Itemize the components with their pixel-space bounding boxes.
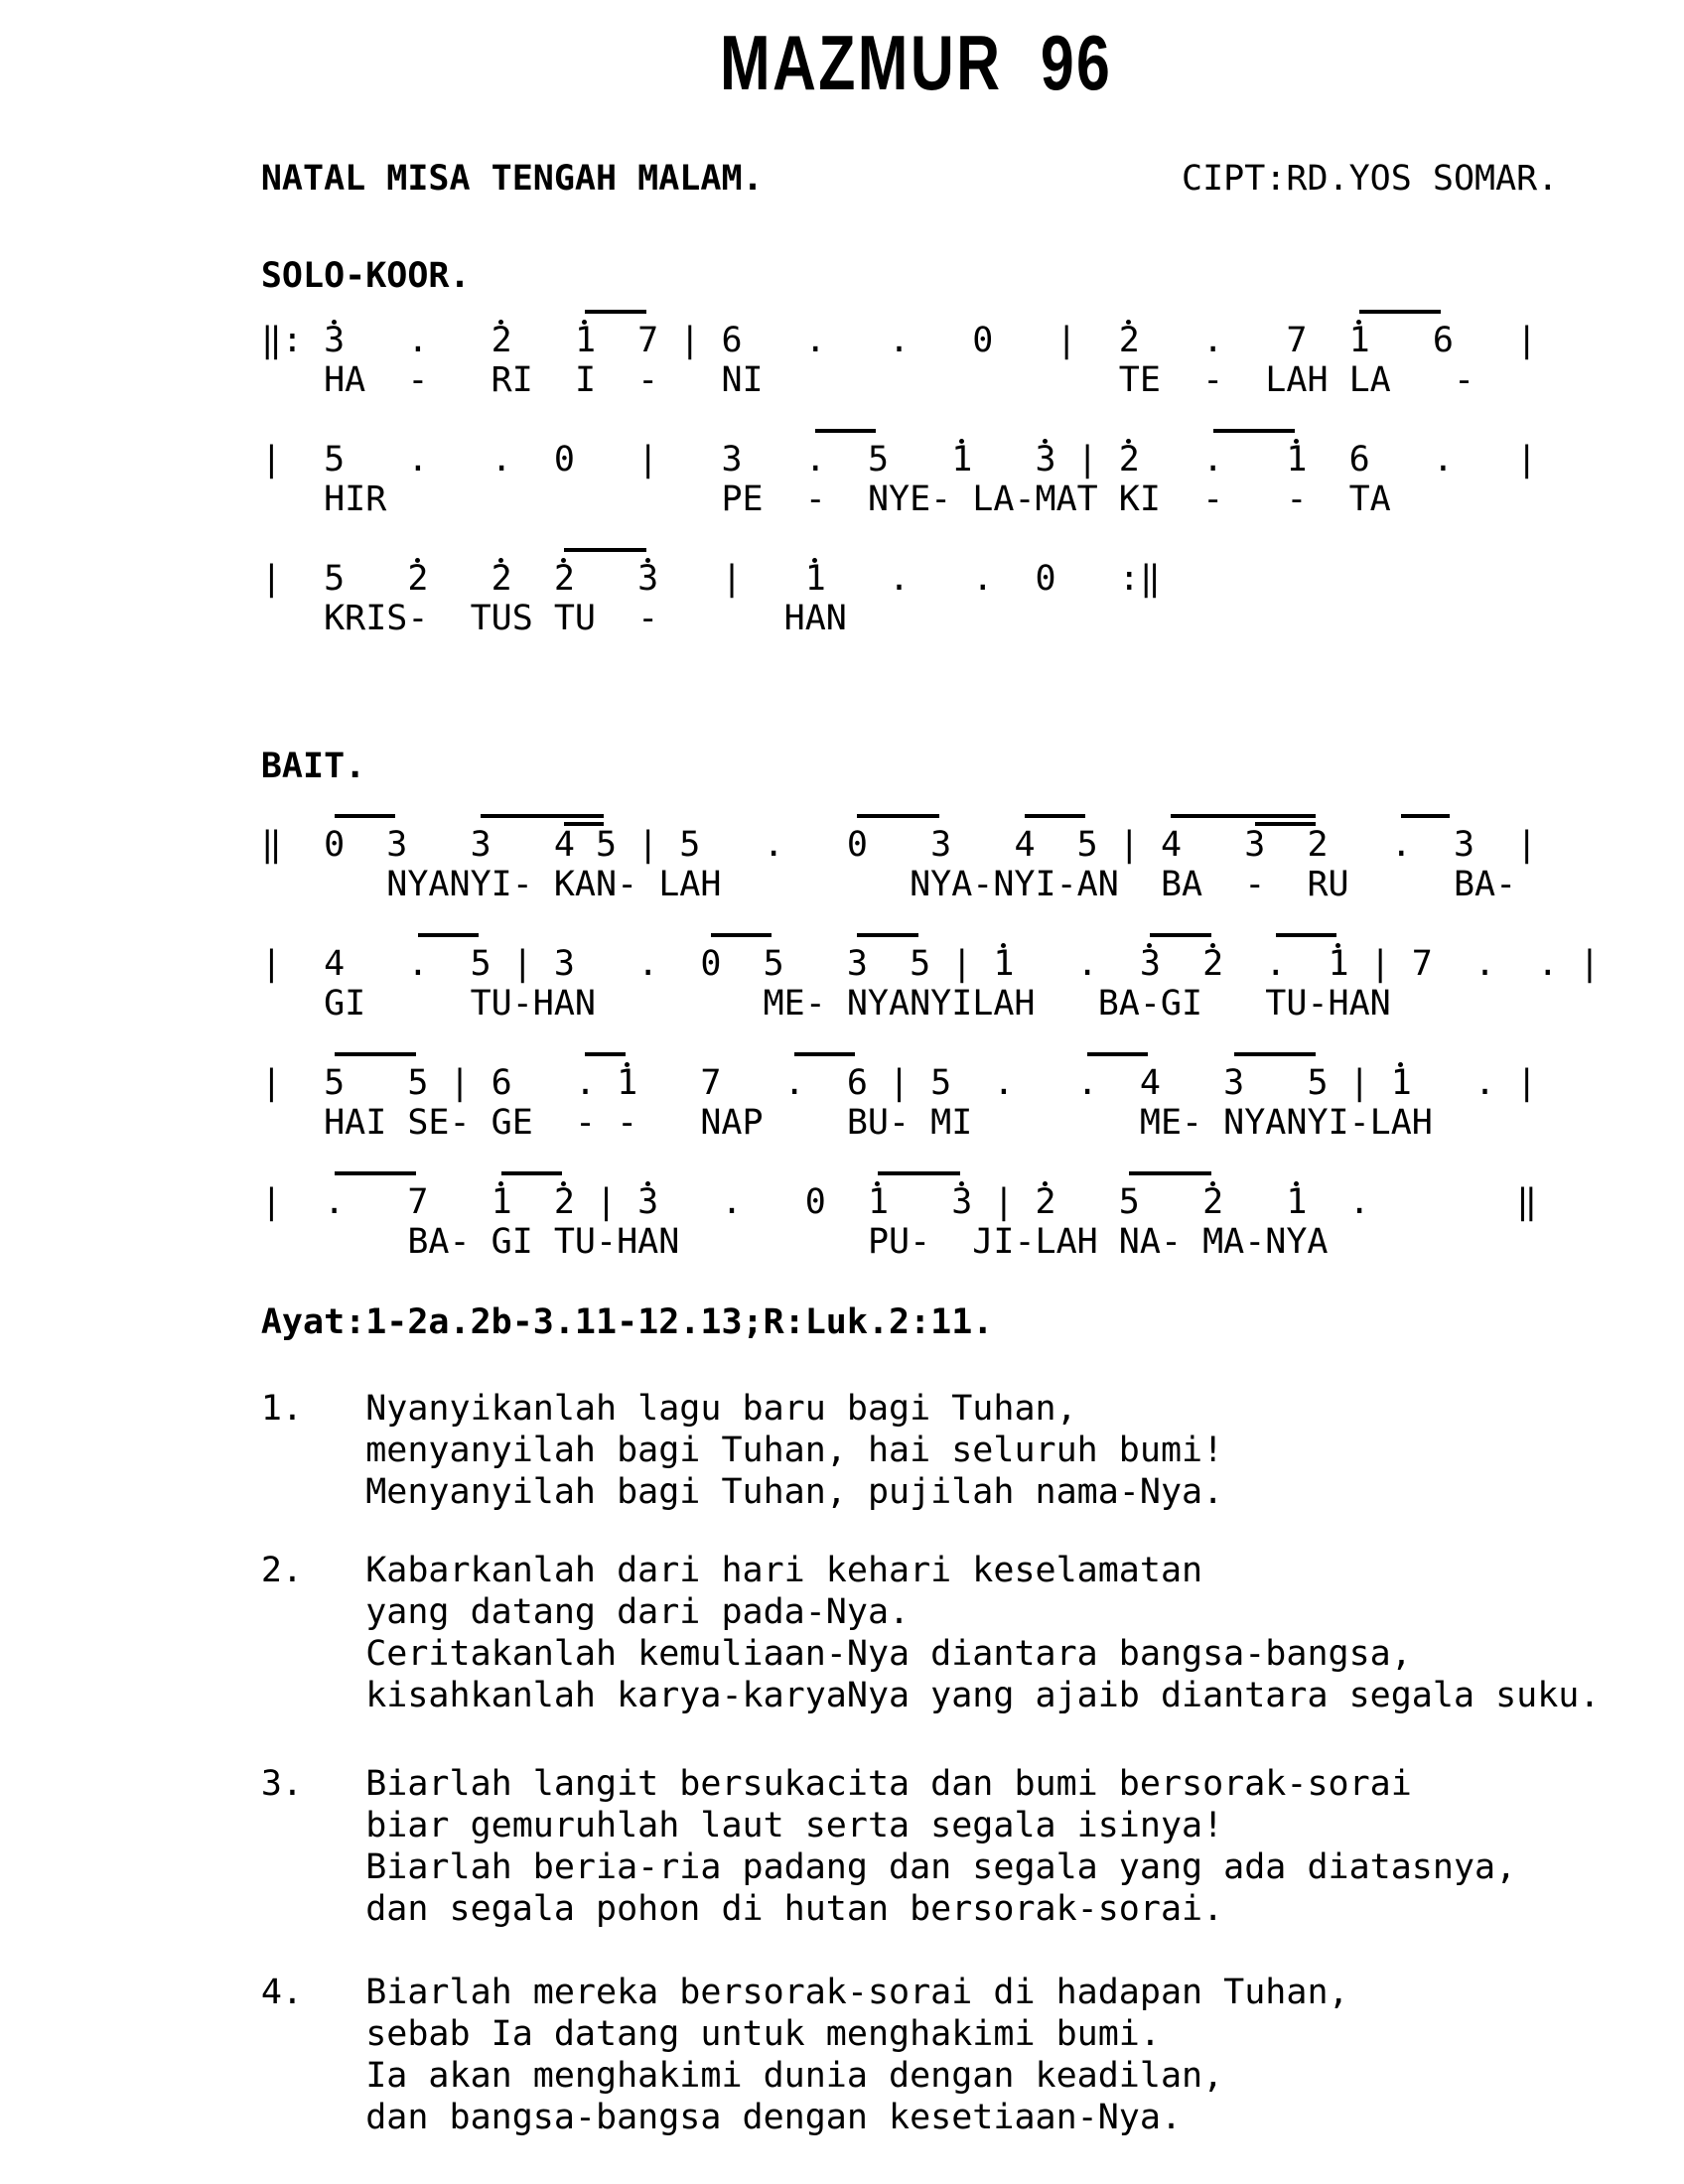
page-body <box>10 0 1684 2184</box>
lyric-syllable: - <box>1202 360 1224 400</box>
lyric-syllable: LAH <box>658 865 722 904</box>
lyric-syllable: BA- <box>407 1222 471 1262</box>
lyric-syllable: ME- <box>763 984 826 1024</box>
note-token: 1 <box>617 1063 638 1103</box>
piece-subtitle: NATAL MISA TENGAH MALAM. <box>260 159 764 199</box>
note-token: 3 <box>846 944 868 984</box>
section-row-bait <box>10 747 1684 790</box>
lyric-syllable: BA-GI <box>1097 984 1203 1024</box>
note-token: 2 <box>1118 440 1140 479</box>
music-system <box>10 1039 1684 1159</box>
beam-line <box>878 1171 959 1175</box>
note-token: | <box>1076 440 1098 479</box>
note-token: 2 <box>1307 825 1329 865</box>
verse-number: 3. <box>260 1764 304 1804</box>
lyric-syllable: - <box>804 479 826 519</box>
note-token: | <box>951 944 973 984</box>
lyric-syllable: - <box>1244 865 1266 904</box>
lyric-syllable: HIR <box>324 479 387 519</box>
note-token: 2 <box>1202 944 1224 984</box>
note-token: | <box>1369 944 1391 984</box>
note-token: 5 <box>763 944 784 984</box>
note-token: 1 <box>491 1182 512 1222</box>
note-token: 1 <box>1286 1182 1308 1222</box>
lyric-syllable: TU <box>553 599 597 638</box>
note-token: ‖: <box>260 321 304 360</box>
note-token: 5 <box>596 825 618 865</box>
lyric-syllable: MA-NYA <box>1202 1222 1329 1262</box>
note-token: 0 <box>700 944 722 984</box>
note-token: 3 <box>553 944 575 984</box>
beam-line <box>335 814 395 818</box>
note-token: 3 <box>470 825 491 865</box>
lyric-syllable: HAI <box>324 1103 387 1143</box>
note-token: | <box>1579 944 1601 984</box>
note-token: 4 <box>324 944 346 984</box>
note-token: 3 <box>386 825 408 865</box>
note-token: 6 <box>1348 440 1370 479</box>
verse <box>10 1972 1684 2138</box>
note-token: . <box>407 321 429 360</box>
note-token: 5 <box>324 1063 346 1103</box>
lyric-syllable: TU-HAN <box>470 984 597 1024</box>
note-token: :‖ <box>1118 559 1161 599</box>
lyric-syllable: KI <box>1118 479 1161 519</box>
note-token: 0 <box>553 440 575 479</box>
lyric-syllable: RI <box>491 360 533 400</box>
lyric-syllable: - <box>637 599 659 638</box>
lyric-syllable: HA <box>324 360 366 400</box>
note-token: 4 <box>1139 1063 1161 1103</box>
note-token: . <box>1474 1063 1496 1103</box>
music-system <box>10 416 1684 535</box>
lyric-syllable: PE <box>721 479 764 519</box>
note-token: 1 <box>1348 321 1370 360</box>
note-token: 2 <box>1035 1182 1056 1222</box>
lyric-syllable: TUS <box>470 599 533 638</box>
lyric-syllable: LAH <box>1265 360 1329 400</box>
section-row-solo <box>10 256 1684 300</box>
verse-reference: Ayat:1-2a.2b-3.11-12.13;R:Luk.2:11. <box>260 1302 994 1342</box>
lyric-syllable: TE <box>1118 360 1161 400</box>
beam-line <box>335 1052 416 1056</box>
beam-line <box>418 933 479 937</box>
lyric-syllable: - <box>1286 479 1308 519</box>
verse-lines <box>365 1550 1684 1716</box>
music-system <box>10 801 1684 920</box>
note-token: 3 <box>1244 825 1266 865</box>
note-token: . <box>763 825 784 865</box>
note-token: 7 <box>1411 944 1433 984</box>
verse-line: sebab Ia datang untuk menghakimi bumi. <box>365 2014 1161 2054</box>
note-token: . <box>1076 1063 1098 1103</box>
note-token: 6 <box>721 321 743 360</box>
lyric-syllable: SE- <box>407 1103 471 1143</box>
note-token: | <box>889 1063 911 1103</box>
lyric-syllable: GE <box>491 1103 533 1143</box>
verse-line: yang datang dari pada-Nya. <box>365 1592 911 1632</box>
lyric-syllable: LA-MAT <box>972 479 1098 519</box>
verse-lines <box>365 1388 1684 1513</box>
note-token: . <box>804 321 826 360</box>
note-token: 6 <box>1432 321 1454 360</box>
verse-line: Biarlah beria-ria padang dan segala yang ada diatasnya, <box>365 1847 1517 1887</box>
note-token: 2 <box>1118 321 1140 360</box>
lyric-syllable: BA- <box>1453 865 1517 904</box>
note-token: 7 <box>1286 321 1308 360</box>
note-token: 7 <box>407 1182 429 1222</box>
lyric-syllable: NYE- <box>867 479 952 519</box>
verse-number: 2. <box>260 1551 304 1590</box>
note-token: . <box>1202 440 1224 479</box>
note-token: 1 <box>1390 1063 1412 1103</box>
note-token: 4 <box>1160 825 1183 865</box>
note-token: . <box>407 944 429 984</box>
note-token: 2 <box>553 559 575 599</box>
note-token: | <box>679 321 701 360</box>
beam-line <box>1087 1052 1148 1056</box>
note-token: . <box>993 1063 1015 1103</box>
note-token: 5 <box>930 1063 952 1103</box>
beam-line <box>1234 1052 1316 1056</box>
lyric-syllable: - <box>617 1103 638 1143</box>
lyric-syllable: NI <box>721 360 764 400</box>
section-label-bait: BAIT. <box>260 747 366 786</box>
note-token: 5 <box>324 559 346 599</box>
verse <box>10 1763 1684 1930</box>
note-token: 1 <box>574 321 597 360</box>
note-token: | <box>596 1182 618 1222</box>
note-token: . <box>972 559 994 599</box>
beam-line <box>815 429 876 433</box>
note-token: . <box>1348 1182 1370 1222</box>
note-token: 5 <box>1076 825 1098 865</box>
verse-line: Biarlah langit bersukacita dan bumi bersorak-sorai <box>365 1764 1412 1804</box>
note-token: . <box>324 1182 346 1222</box>
lyric-syllable: BA <box>1160 865 1203 904</box>
lyric-syllable: GI <box>491 1222 533 1262</box>
lyric-syllable: NA- <box>1118 1222 1183 1262</box>
note-token: 0 <box>972 321 994 360</box>
note-token: | <box>1516 1063 1538 1103</box>
note-token: 0 <box>324 825 346 865</box>
note-token: 3 <box>1223 1063 1245 1103</box>
verse-line: menyanyilah bagi Tuhan, hai seluruh bumi! <box>365 1431 1224 1470</box>
note-token: 6 <box>491 1063 512 1103</box>
note-token: 5 <box>910 944 931 984</box>
lyric-syllable: MI <box>930 1103 973 1143</box>
note-token: | <box>993 1182 1015 1222</box>
verse-line: biar gemuruhlah laut serta segala isinya! <box>365 1806 1224 1845</box>
note-token: 2 <box>553 1182 575 1222</box>
note-token: | <box>260 1063 282 1103</box>
note-token: 2 <box>1202 1182 1224 1222</box>
lyric-syllable: I <box>574 360 597 400</box>
note-token: | <box>1348 1063 1370 1103</box>
music-system <box>10 920 1684 1039</box>
note-token: . <box>1474 944 1496 984</box>
lyric-syllable: LA <box>1348 360 1391 400</box>
header-row <box>10 159 1684 203</box>
note-token: 3 <box>324 321 346 360</box>
section-label-solo-koor: SOLO-KOOR. <box>260 256 471 296</box>
beam-line <box>1213 429 1295 433</box>
note-token: 7 <box>637 321 659 360</box>
note-token: 2 <box>491 321 512 360</box>
beam-line <box>335 1171 416 1175</box>
note-token: 3 <box>951 1182 973 1222</box>
note-token: 1 <box>993 944 1015 984</box>
note-token: 3 <box>1139 944 1161 984</box>
beam-line <box>564 548 645 552</box>
note-token: | <box>637 440 659 479</box>
verse-lines <box>365 1763 1684 1930</box>
note-token: 3 <box>721 440 743 479</box>
note-token: | <box>260 440 282 479</box>
verse-lines <box>365 1972 1684 2138</box>
note-token: . <box>637 944 659 984</box>
note-token: | <box>260 1182 282 1222</box>
beam-line <box>1401 814 1449 818</box>
verse-line: Menyanyilah bagi Tuhan, pujilah nama-Nya. <box>365 1472 1224 1512</box>
note-token: 5 <box>867 440 890 479</box>
note-token: | <box>511 944 533 984</box>
note-token: 3 <box>1453 825 1475 865</box>
lyric-syllable: BU- <box>846 1103 911 1143</box>
note-token: 0 <box>1035 559 1056 599</box>
note-token: 1 <box>867 1182 890 1222</box>
beam-line <box>1359 310 1441 314</box>
note-token: 2 <box>407 559 429 599</box>
note-token: | <box>449 1063 471 1103</box>
lyric-syllable: - <box>1202 479 1224 519</box>
lyric-syllable: RU <box>1307 865 1349 904</box>
verse-line: dan bangsa-bangsa dengan kesetiaan-Nya. <box>365 2098 1183 2137</box>
lyric-syllable: NYANYI- <box>386 865 533 904</box>
note-token: | <box>1118 825 1140 865</box>
note-token: . <box>721 1182 743 1222</box>
beam-line <box>794 1052 855 1056</box>
lyric-syllable: GI <box>324 984 366 1024</box>
note-token: . <box>783 1063 805 1103</box>
note-token: . <box>889 559 911 599</box>
verse-line: Ceritakanlah kemuliaan-Nya diantara bangsa-bangsa, <box>365 1634 1412 1674</box>
lyric-syllable: TU-HAN <box>1265 984 1391 1024</box>
verse <box>10 1550 1684 1716</box>
note-token: | <box>637 825 659 865</box>
lyric-syllable: - <box>1453 360 1475 400</box>
beam-line <box>1150 933 1210 937</box>
note-token: 3 <box>930 825 952 865</box>
beam-line <box>1129 1171 1210 1175</box>
lyric-syllable: HAN <box>783 599 847 638</box>
beam-line <box>585 310 645 314</box>
beam-line <box>585 1052 625 1056</box>
lyric-syllable: NAP <box>700 1103 764 1143</box>
music-system <box>10 535 1684 654</box>
note-token: 5 <box>1118 1182 1140 1222</box>
beam-line <box>1171 814 1315 818</box>
note-token: 0 <box>846 825 868 865</box>
beam-line <box>1276 933 1336 937</box>
lyric-syllable: ME- <box>1139 1103 1203 1143</box>
lyric-syllable: KRIS- <box>324 599 429 638</box>
note-token: 0 <box>804 1182 826 1222</box>
note-token: . <box>1537 944 1559 984</box>
note-token: 7 <box>700 1063 722 1103</box>
note-token: 1 <box>1328 944 1349 984</box>
lyric-syllable: - <box>574 1103 597 1143</box>
note-token: | <box>1516 440 1538 479</box>
note-token: . <box>491 440 512 479</box>
note-token: 5 <box>407 1063 429 1103</box>
note-token: . <box>1202 321 1224 360</box>
note-token: . <box>1265 944 1287 984</box>
note-token: 3 <box>1035 440 1056 479</box>
verse-line: dan segala pohon di hutan bersorak-sorai. <box>365 1889 1224 1929</box>
note-token: | <box>1055 321 1077 360</box>
beam-line <box>857 814 938 818</box>
verse <box>10 1388 1684 1513</box>
note-token: | <box>260 559 282 599</box>
note-token: . <box>407 440 429 479</box>
note-token: | <box>1516 321 1538 360</box>
note-token: 5 <box>679 825 701 865</box>
note-token: . <box>1076 944 1098 984</box>
verse-line: kisahkanlah karya-karyaNya yang ajaib diantara segala suku. <box>365 1676 1601 1715</box>
note-token: 5 <box>470 944 491 984</box>
note-token: | <box>1516 825 1538 865</box>
note-token: . <box>889 321 911 360</box>
lyric-syllable: TA <box>1348 479 1391 519</box>
composer-credit: CIPT:RD.YOS SOMAR. <box>1182 159 1559 199</box>
verse-line: Nyanyikanlah lagu baru bagi Tuhan, <box>365 1389 1077 1429</box>
note-token: ‖ <box>1516 1182 1538 1222</box>
note-token: 3 <box>637 1182 659 1222</box>
verse-line: Kabarkanlah dari hari kehari keselamatan <box>365 1551 1203 1590</box>
beam-line <box>481 814 604 818</box>
note-token: ‖ <box>260 825 282 865</box>
note-token: 5 <box>1307 1063 1329 1103</box>
lyric-syllable: NYA-NYI-AN <box>910 865 1119 904</box>
verse-reference-row <box>10 1302 1684 1346</box>
verse-number: 1. <box>260 1389 304 1429</box>
beam-line <box>857 933 917 937</box>
lyric-syllable: KAN- <box>553 865 638 904</box>
note-token: . <box>1390 825 1412 865</box>
verse-line: Ia akan menghakimi dunia dengan keadilan, <box>365 2056 1224 2096</box>
note-token: 4 <box>1014 825 1036 865</box>
beam-line <box>711 933 772 937</box>
note-token: 5 <box>324 440 346 479</box>
note-token: . <box>804 440 826 479</box>
note-token: 3 <box>637 559 659 599</box>
note-token: 4 <box>553 825 575 865</box>
lyric-syllable: TU-HAN <box>553 1222 680 1262</box>
note-token: | <box>721 559 743 599</box>
note-token: . <box>1432 440 1454 479</box>
music-system <box>10 297 1684 416</box>
lyric-syllable: JI-LAH <box>972 1222 1098 1262</box>
note-token: | <box>260 944 282 984</box>
note-token: 1 <box>951 440 973 479</box>
note-token: . <box>574 1063 597 1103</box>
lyric-syllable: PU- <box>867 1222 931 1262</box>
music-system <box>10 1159 1684 1278</box>
lyric-syllable: NYANYILAH <box>846 984 1036 1024</box>
page-title: MAZMUR 96 <box>720 19 1113 106</box>
verse-number: 4. <box>260 1973 304 2012</box>
beam-line <box>1025 814 1085 818</box>
lyric-syllable: NYANYI-LAH <box>1223 1103 1433 1143</box>
note-token: 2 <box>491 559 512 599</box>
note-token: 6 <box>846 1063 868 1103</box>
verse-line: Biarlah mereka bersorak-sorai di hadapan Tuhan, <box>365 1973 1349 2012</box>
beam-line <box>501 1171 562 1175</box>
lyric-syllable: - <box>407 360 429 400</box>
note-token: 1 <box>804 559 826 599</box>
note-token: 1 <box>1286 440 1308 479</box>
lyric-syllable: - <box>637 360 659 400</box>
